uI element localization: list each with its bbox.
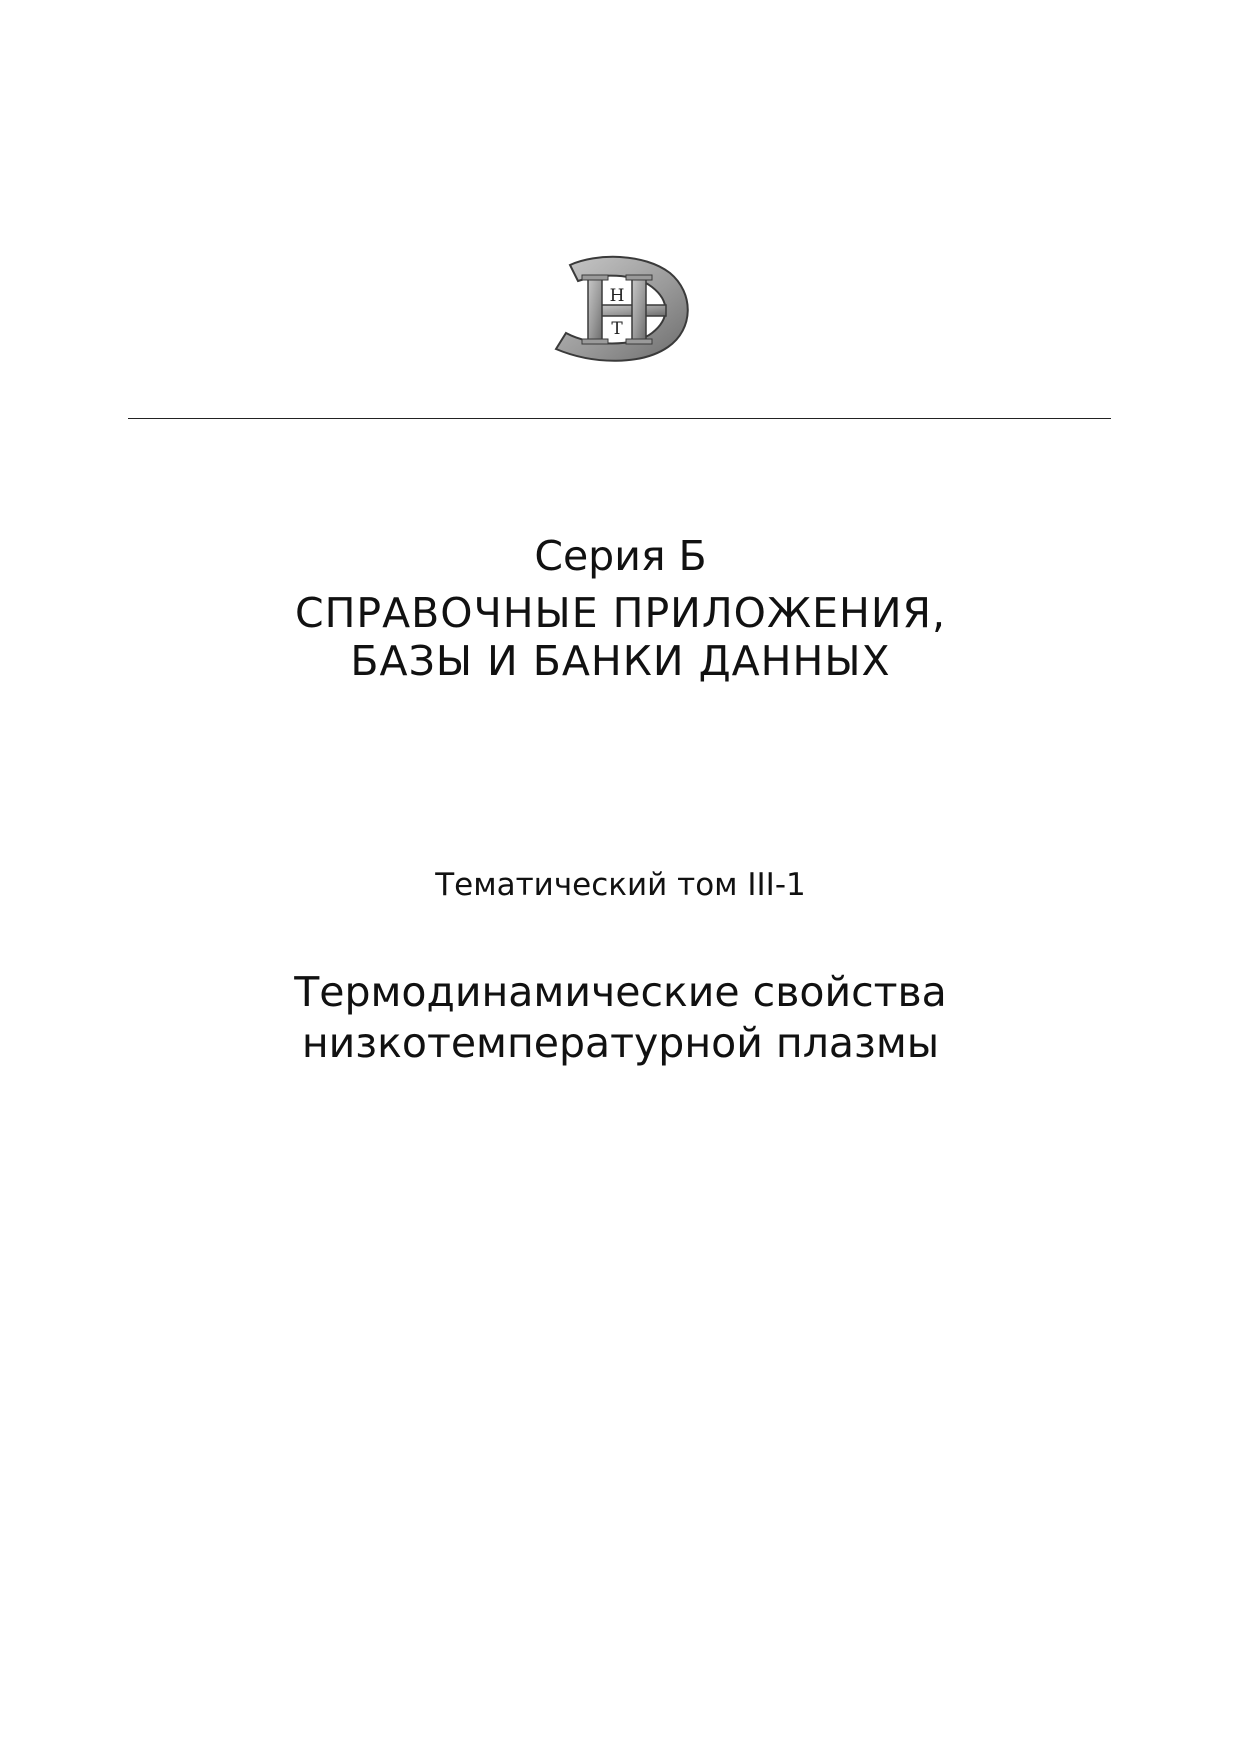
series-title-line-1: СПРАВОЧНЫЕ ПРИЛОЖЕНИЯ, xyxy=(294,589,947,637)
series-label: Серия Б xyxy=(534,532,707,580)
publisher-logo-icon xyxy=(548,255,698,363)
series-title-line-2: БАЗЫ И БАНКИ ДАННЫХ xyxy=(350,637,891,685)
volume-label: Тематический том III-1 xyxy=(435,867,806,903)
volume-title-line-2: низкотемпературной плазмы xyxy=(301,1019,940,1067)
logo-letter-t: Т xyxy=(611,319,623,339)
logo-letter-n: Н xyxy=(609,286,625,306)
publisher-logo xyxy=(548,255,698,363)
volume-title-line-1: Термодинамические свойства xyxy=(294,968,947,1016)
horizontal-rule xyxy=(128,418,1111,419)
